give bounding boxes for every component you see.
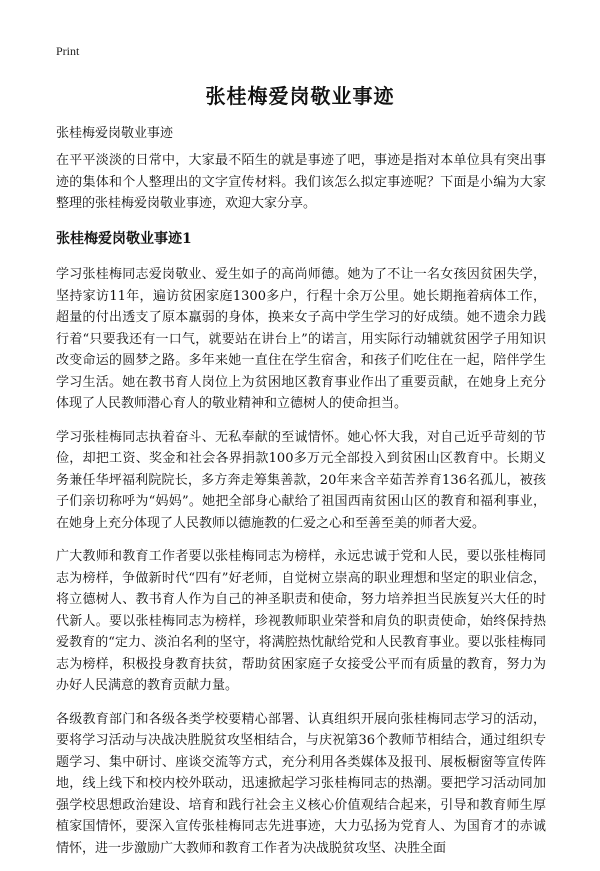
document-title: 张桂梅爱岗敬业事迹 <box>205 84 395 108</box>
print-link[interactable]: Print <box>56 44 80 58</box>
body-paragraph: 学习张桂梅同志爱岗敬业、爱生如子的高尚师德。她为了不让一名女孩因贫困失学，坚持家访11年，遍访贫困家庭1300多户，行程十余万公里。她长期拖着病体工作，超量的付出透支了原本羸弱的身体，换来女子高中学生学习的好成绩。她不遗余力践行着“只要我还有一口气，就要站在讲台上”的诺言，用实际行动辅就贫困学子用知识改变命运的圆梦之路。多年来她一直住在学生宿舍，和孩子们吃住在一起，陪伴学生学习生活。她在教书育人岗位上为贫困地区教育事业作出了重要贡献，在她身上充分体现了人民教师潜心育人的敬业精神和立德树人的使命担当。 <box>56 267 546 411</box>
body-paragraph: 各级教育部门和各级各类学校要精心部署、认真组织开展向张桂梅同志学习的活动，要将学习活动与决战决胜脱贫攻坚相结合，与庆祝第36个教师节相结合，通过组织专题学习、集中研讨、座谈交流等方式，充分利用各类媒体及报刊、展板橱窗等宣传阵地，线上线下和校内校外联动，迅速掀起学习张桂梅同志的热潮。要把学习活动同加强学校思想政治建设、培育和践行社会主义核心价值观结合起来，引导和教育师生厚植家国情怀，要深入宣传张桂梅同志先进事迹，大力弘扬为党育人、为国育才的赤诚情怀，进一步激励广大教师和教育工作者为决战脱贫攻坚、决胜全面 <box>56 711 546 856</box>
document-body <box>56 150 546 871</box>
document-subtitle: 张桂梅爱岗敬业事迹 <box>56 126 174 141</box>
section-heading: 张桂梅爱岗敬业事迹1 <box>56 230 192 247</box>
body-paragraph: 学习张桂梅同志执着奋斗、无私奉献的至诚情怀。她心怀大我，对自己近乎苛刻的节俭，却把工资、奖金和社会各界捐款100多万元全部投入到贫困山区教育中。长期义务兼任华坪福利院院长，多方奔走筹集善款，20年来含辛茹苦养育136名孤儿，被孩子们亲切称呼为“妈妈”。她把全部身心献给了祖国西南贫困山区的教育和福利事业，在她身上充分体现了人民教师以德施教的仁爱之心和至善至美的师者大爱。 <box>56 429 546 531</box>
body-paragraph: 广大教师和教育工作者要以张桂梅同志为榜样，永远忠诚于党和人民，要以张桂梅同志为榜样，争做新时代“四有”好老师，自觉树立崇高的职业理想和坚定的职业信念，将立德树人、教书育人作为自己的神圣职责和使命，努力培养担当民族复兴大任的时代新人。要以张桂梅同志为榜样，珍视教师职业荣誉和肩负的职责使命，始终保持热爱教育的“定力、淡泊名利的坚守，将满腔热忱献给党和人民教育事业。要以张桂梅同志为榜样，积极投身教育扶贫，帮助贫困家庭子女接受公平而有质量的教育，努力为办好人民满意的教育贡献力量。 <box>56 549 546 693</box>
intro-paragraph: 在平平淡淡的日常中，大家最不陌生的就是事迹了吧，事迹是指对本单位具有突出事迹的集体和个人整理出的文字宣传材料。我们该怎么拟定事迹呢？下面是小编为大家整理的张桂梅爱岗敬业事迹，欢迎大家分享。 <box>56 153 546 211</box>
